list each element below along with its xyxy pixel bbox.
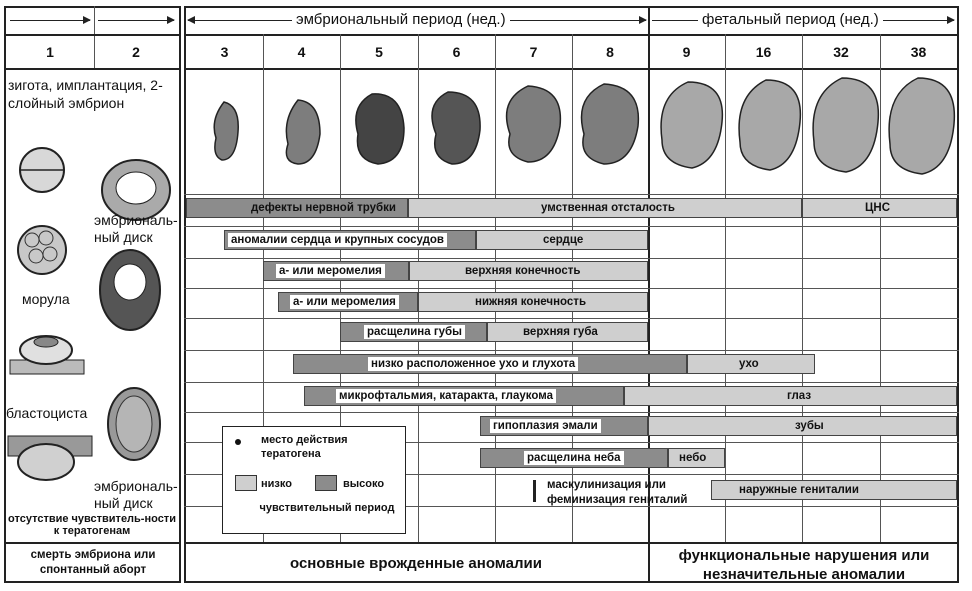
row8-label-b: зубы — [795, 420, 824, 432]
row4-label-a: а- или меромелия — [290, 295, 399, 309]
embryonic-disc-label-2: эмбриональ-ный диск — [94, 478, 178, 511]
legend — [222, 426, 406, 534]
fetus-week-16 — [739, 80, 800, 170]
fetal-period-label: фетальный период (нед.) — [698, 11, 883, 28]
week-6-label: 6 — [452, 44, 461, 60]
row2-label-a: аномалии сердца и крупных сосудов — [228, 233, 447, 247]
row6-label-a: низко расположенное ухо и глухота — [368, 357, 578, 371]
major-anomalies-label: основные врожденные аномалии — [290, 555, 542, 572]
row10-label-a: маскулинизация или феминизация гениталий — [547, 479, 688, 506]
arrow-week-2 — [98, 20, 174, 21]
row9-label-a: расщелина неба — [524, 451, 624, 465]
embryo-week-4 — [286, 100, 320, 164]
legend-low-swatch — [235, 475, 257, 491]
row1-label-a: дефекты нервной трубки — [251, 202, 396, 214]
row5-label-b: верхняя губа — [523, 326, 598, 338]
fetus-week-32 — [813, 78, 878, 172]
week-16-label: 16 — [755, 44, 772, 60]
row10-label-b: наружные гениталии — [739, 484, 859, 496]
implantation-icon — [6, 428, 94, 488]
embryonic-disc-label-1: эмбриональ-ный диск — [94, 212, 178, 245]
row5-label-a: расщелина губы — [364, 325, 465, 339]
row8-label-a: гипоплазия эмали — [490, 419, 601, 433]
legend-high-swatch — [315, 475, 337, 491]
morula-label: морула — [22, 291, 70, 307]
week-5-label: 5 — [375, 44, 383, 60]
fetus-week-9 — [661, 82, 722, 168]
week-32-label: 32 — [833, 44, 849, 60]
row7-label-a: микрофтальмия, катаракта, глаукома — [336, 389, 556, 403]
embryo-week-8 — [582, 84, 639, 164]
row6-label-b: ухо — [739, 358, 759, 370]
genitalia-site-marker — [533, 480, 536, 502]
zygote-title: зигота, имплантация, 2-слойный эмбрион — [8, 77, 163, 111]
row3-label-b: верхняя конечность — [465, 265, 581, 277]
week-2-label: 2 — [132, 44, 140, 60]
death-label: смерть эмбриона или спонтанный аборт — [30, 549, 156, 576]
bilaminar-embryo-icons — [96, 150, 176, 350]
embryo-week-6 — [432, 92, 480, 164]
week-4-label: 4 — [297, 44, 306, 60]
insensitivity-label: отсутствие чувствитель-ности к тератогенам — [8, 513, 176, 537]
legend-site-label: место действия тератогена — [261, 434, 348, 460]
week-9-label: 9 — [682, 44, 691, 60]
week-38-label: 38 — [910, 44, 927, 60]
embryonic-disc-icon — [104, 384, 164, 464]
row1-label-c: ЦНС — [865, 202, 891, 214]
row4-label-b: нижняя конечность — [475, 296, 587, 308]
morula-icon — [18, 226, 66, 274]
week-7-label: 7 — [529, 44, 538, 60]
embryo-illustrations — [186, 72, 957, 190]
arrow-week-1 — [10, 20, 90, 21]
site-dot-icon — [235, 439, 241, 445]
legend-sensitive-label: чувствительный период — [259, 502, 395, 514]
legend-high-label: высоко — [343, 478, 385, 490]
embryo-week-7 — [507, 86, 561, 162]
blastocyst-label: бластоциста — [6, 405, 88, 421]
week-8-label: 8 — [606, 44, 614, 60]
week-3-label: 3 — [220, 44, 229, 60]
embryo-week-5 — [356, 94, 404, 164]
fetus-week-38 — [889, 78, 954, 174]
blastocyst-icon — [8, 320, 88, 380]
zygote-illustrations — [14, 140, 84, 340]
functional-disorders-label: функциональные нарушения или незначительные аномалии — [678, 547, 930, 583]
row7-label-b: глаз — [787, 390, 812, 402]
embryo-week-3 — [214, 102, 238, 160]
row9-label-b: небо — [679, 452, 707, 464]
row3-label-a: а- или меромелия — [276, 264, 385, 278]
embryonic-period-label: эмбриональный период (нед.) — [292, 11, 510, 28]
legend-low-label: низко — [261, 478, 292, 490]
row2-label-b: сердце — [543, 234, 584, 246]
week-1-label: 1 — [46, 44, 54, 60]
row1-label-b: умственная отсталость — [541, 202, 675, 214]
